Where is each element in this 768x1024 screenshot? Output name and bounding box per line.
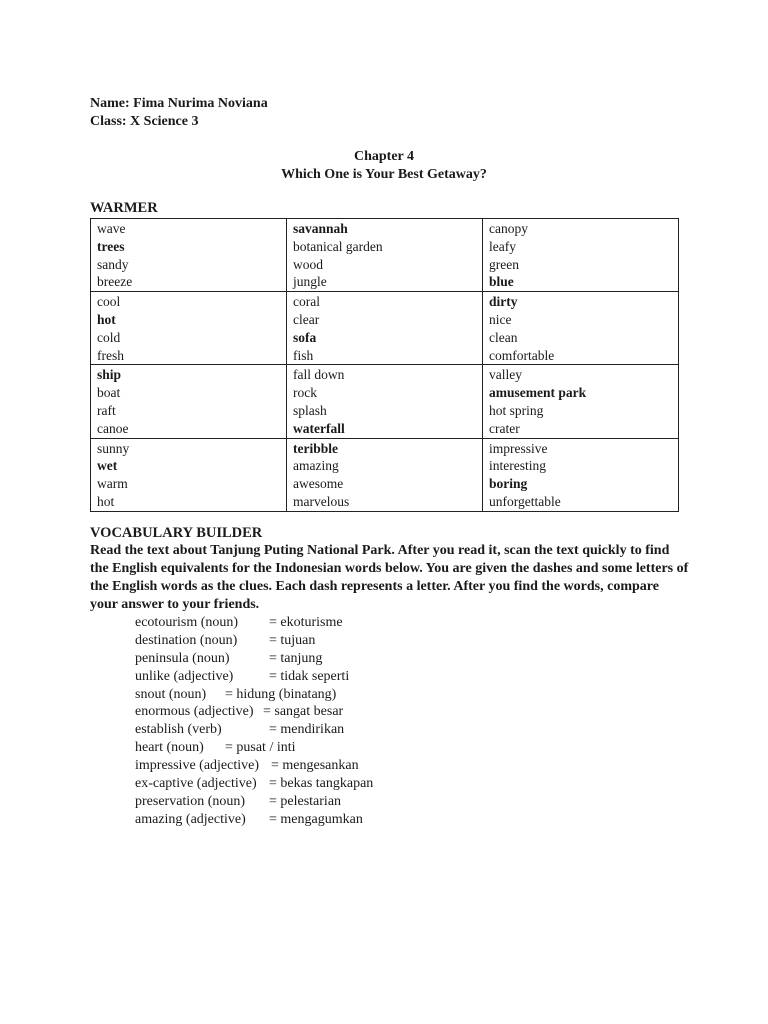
warmer-cell (287, 365, 483, 438)
vocabulary-indonesian: = ekoturisme (269, 615, 343, 630)
warmer-word: unforgettable (489, 493, 561, 509)
warmer-word: wood (293, 256, 323, 272)
warmer-word: impressive (489, 440, 548, 456)
warmer-word: canoe (97, 420, 129, 436)
warmer-cell (287, 292, 483, 365)
vocabulary-english: establish (verb) (135, 722, 222, 738)
warmer-word: cold (97, 329, 121, 345)
vocabulary-indonesian: = hidung (binatang) (225, 686, 337, 702)
warmer-word: breeze (97, 274, 133, 290)
warmer-word: sofa (293, 329, 317, 345)
warmer-word: splash (293, 402, 327, 418)
warmer-word: crater (489, 420, 520, 436)
warmer-word: leafy (489, 238, 516, 254)
warmer-cell (483, 365, 679, 438)
warmer-word: hot (97, 311, 116, 327)
warmer-word: sunny (97, 440, 130, 456)
warmer-cell (483, 219, 679, 292)
warmer-cell (287, 219, 483, 292)
warmer-word: wave (97, 221, 126, 236)
warmer-word: savannah (293, 221, 348, 236)
warmer-word: sandy (97, 256, 129, 272)
warmer-cell (91, 219, 287, 292)
vocabulary-english: ecotourism (noun) (135, 615, 239, 630)
vocabulary-indonesian: = mengagumkan (269, 811, 363, 827)
warmer-cell (91, 438, 287, 511)
vocabulary-english: preservation (noun) (135, 793, 246, 809)
warmer-word: amazing (293, 458, 339, 474)
warmer-row (91, 219, 679, 292)
student-class: Class: X Science 3 (90, 114, 199, 129)
warmer-word: valley (489, 367, 522, 383)
warmer-cell (483, 438, 679, 511)
warmer-word: jungle (293, 274, 327, 290)
vocabulary-indonesian: = tanjung (269, 650, 323, 666)
warmer-word: teribble (293, 440, 338, 456)
vocabulary-english: snout (noun) (135, 686, 207, 702)
warmer-cell (91, 292, 287, 365)
vocabulary-indonesian: = sangat besar (263, 704, 344, 720)
warmer-word: amusement park (489, 385, 587, 401)
warmer-row (91, 292, 679, 365)
warmer-word: nice (489, 311, 512, 327)
vocabulary-instructions: Read the text about Tanjung Puting National Park. After you read it, scan the text quickly to find the English equivalents for the Indonesian words below. You are given the dashes and some letters of the English words as the clues. Each dash represents a letter. After you find the words, compare your answer to your friends. (90, 543, 689, 612)
chapter-number: Chapter 4 (353, 149, 415, 164)
warmer-word: waterfall (293, 420, 345, 436)
warmer-word: hot (97, 493, 115, 509)
warmer-word: awesome (293, 476, 344, 492)
warmer-word: botanical garden (293, 238, 383, 254)
warmer-cell (287, 438, 483, 511)
student-name: Name: Fima Nurima Noviana (90, 96, 268, 111)
vocabulary-english: destination (noun) (135, 632, 238, 648)
warmer-word: cool (97, 294, 121, 310)
warmer-word: interesting (489, 458, 546, 474)
warmer-word: clean (489, 329, 518, 345)
vocabulary-indonesian: = mengesankan (271, 758, 359, 774)
warmer-word: rock (293, 385, 317, 401)
warmer-word: trees (97, 238, 125, 254)
vocabulary-english: ex-captive (adjective) (135, 776, 257, 792)
warmer-word: hot spring (489, 402, 544, 418)
warmer-word: fish (293, 347, 314, 363)
warmer-word: boring (489, 476, 528, 492)
warmer-word: ship (97, 367, 122, 383)
warmer-word: marvelous (293, 493, 350, 509)
vocabulary-english: amazing (adjective) (135, 811, 246, 827)
warmer-word: blue (489, 274, 514, 290)
vocabulary-english: enormous (adjective) (135, 704, 254, 720)
warmer-word: fall down (293, 367, 345, 383)
vocabulary-indonesian: = mendirikan (269, 722, 345, 738)
warmer-table (90, 218, 679, 512)
vocabulary-indonesian: = bekas tangkapan (269, 776, 374, 792)
vocabulary-english: heart (noun) (135, 740, 204, 756)
warmer-word: dirty (489, 294, 518, 310)
warmer-row (91, 438, 679, 511)
warmer-row (91, 365, 679, 438)
warmer-word: coral (293, 294, 320, 310)
vocabulary-english: peninsula (noun) (135, 650, 230, 666)
chapter-title: Which One is Your Best Getaway? (281, 167, 487, 182)
warmer-word: green (489, 256, 519, 272)
warmer-word: boat (97, 385, 121, 401)
warmer-heading: WARMER (90, 200, 158, 216)
warmer-cell (483, 292, 679, 365)
vocabulary-english: impressive (adjective) (135, 758, 260, 774)
vocabulary-indonesian: = pusat / inti (225, 740, 296, 756)
warmer-word: canopy (489, 221, 528, 236)
vocabulary-indonesian: = pelestarian (269, 793, 342, 809)
vocabulary-english: unlike (adjective) (135, 668, 234, 684)
warmer-word: clear (293, 311, 320, 327)
vocabulary-indonesian: = tidak seperti (269, 668, 350, 684)
warmer-word: comfortable (489, 347, 555, 363)
vocabulary-heading: VOCABULARY BUILDER (90, 525, 263, 541)
warmer-word: warm (97, 476, 128, 492)
warmer-word: fresh (97, 347, 124, 363)
warmer-word: raft (97, 402, 116, 418)
warmer-cell (91, 365, 287, 438)
vocabulary-indonesian: = tujuan (269, 632, 316, 648)
warmer-word: wet (97, 458, 118, 474)
